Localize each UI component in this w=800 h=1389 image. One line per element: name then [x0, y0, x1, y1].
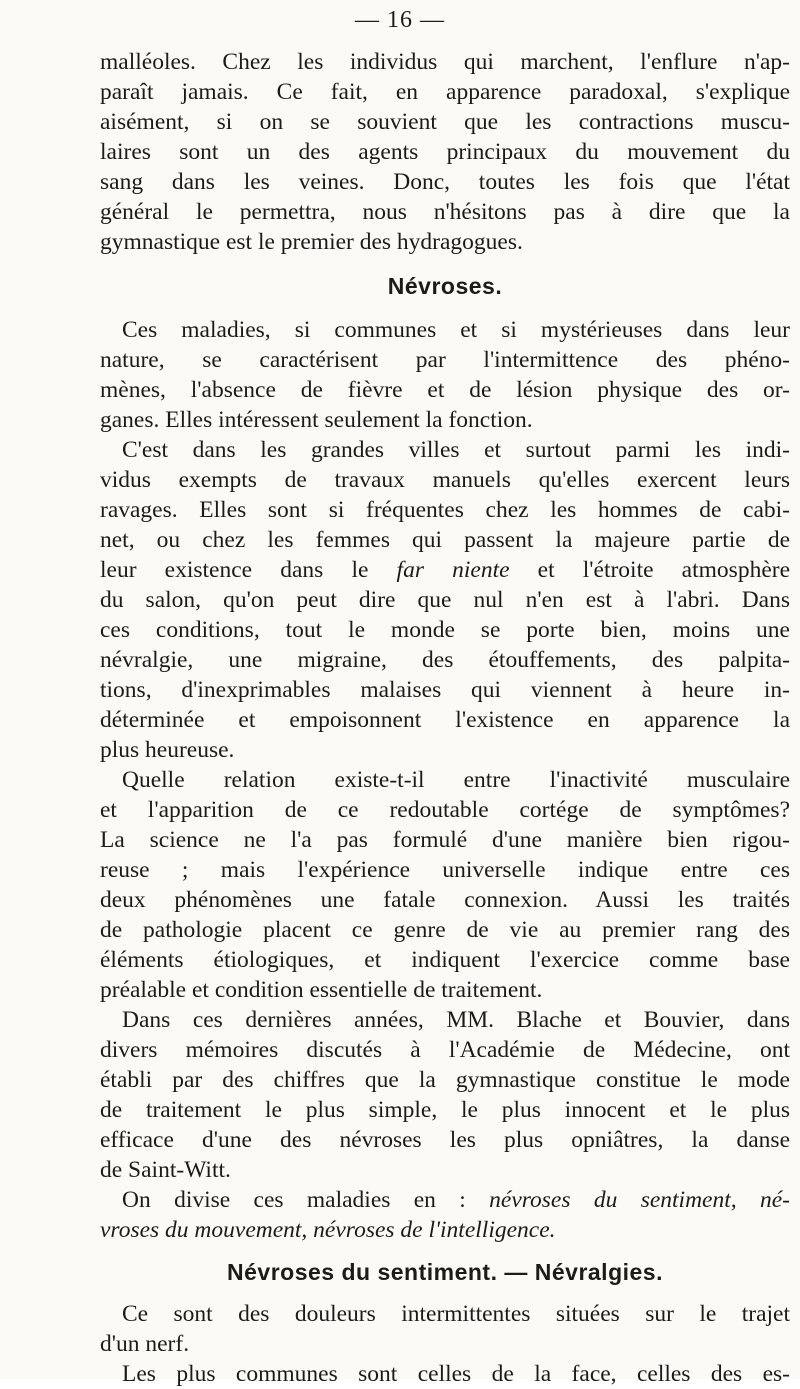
text-line: Les plus communes sont celles de la face, celles des es-: [122, 1361, 790, 1387]
text-line: net, ou chez les femmes qui passent la majeure partie de: [100, 527, 790, 553]
text-line: nature, se caractérisent par l'intermittence des phéno-: [100, 347, 790, 373]
page-number: — 16 —: [355, 7, 445, 33]
text-line: de Saint-Witt.: [100, 1157, 231, 1183]
italic-phrase: névroses du sentiment, né-: [489, 1187, 790, 1213]
text-line: tions, d'inexprimables malaises qui viennent à heure in-: [100, 677, 790, 703]
text-line: divers mémoires discutés à l'Académie de Médecine, ont: [100, 1037, 790, 1063]
text-line: paraît jamais. Ce fait, en apparence paradoxal, s'explique: [100, 79, 790, 105]
text-line: Ce sont des douleurs intermittentes situées sur le trajet: [122, 1301, 790, 1327]
text-line: La science ne l'a pas formulé d'une manière bien rigou-: [100, 827, 790, 853]
text-line: de traitement le plus simple, le plus innocent et le plus: [100, 1097, 790, 1123]
text-line: [100, 1215, 790, 1245]
text-line: aisément, si on se souvient que les contractions muscu-: [100, 109, 790, 135]
body-text: [100, 47, 790, 1389]
text-line: d'un nerf.: [100, 1331, 190, 1357]
text-line: gymnastique est le premier des hydragogues.: [100, 229, 523, 255]
text-line: sang dans les veines. Donc, toutes les fois que l'état: [100, 169, 790, 195]
text-line-with-italic: [100, 555, 790, 585]
text-line: Ces maladies, si communes et si mystérieuses dans leur: [122, 317, 790, 343]
text-line: préalable et condition essentielle de traitement.: [100, 977, 543, 1003]
paragraph-2: [100, 315, 790, 435]
text-line: éléments étiologiques, et indiquent l'exercice comme base: [100, 947, 790, 973]
text-line: déterminée et empoisonnent l'existence en apparence la: [100, 707, 790, 733]
paragraph-5: [100, 1005, 790, 1185]
text-line: ravages. Elles sont si fréquentes chez les hommes de cabi-: [100, 497, 790, 523]
text-segment: et l'étroite atmosphère: [509, 557, 791, 583]
italic-phrase: far niente: [396, 557, 510, 583]
section-heading-nevroses-du-sentiment: Névroses du sentiment. — Névralgies.: [227, 1259, 663, 1285]
text-line: Quelle relation existe-t-il entre l'inactivité musculaire: [122, 767, 790, 793]
paragraph-1: [100, 47, 790, 257]
text-line: ces conditions, tout le monde se porte bien, moins une: [100, 617, 790, 643]
text-segment: leur existence dans le: [100, 557, 397, 583]
text-segment: On divise ces maladies en :: [122, 1187, 490, 1213]
text-line: du salon, qu'on peut dire que nul n'en est à l'abri. Dans: [100, 587, 790, 613]
text-line: de pathologie placent ce genre de vie au premier rang des: [100, 917, 790, 943]
text-line: reuse ; mais l'expérience universelle indique entre ces: [100, 857, 790, 883]
text-line: ganes. Elles intéressent seulement la fonction.: [100, 407, 533, 433]
paragraph-4: [100, 765, 790, 1005]
text-line: laires sont un des agents principaux du mouvement du: [100, 139, 790, 165]
text-line: malléoles. Chez les individus qui marchent, l'enflure n'ap-: [100, 49, 790, 75]
paragraph-8: [100, 1299, 790, 1359]
text-line-with-italic: [100, 1185, 790, 1215]
paragraph-6: [100, 1185, 790, 1245]
text-line: C'est dans les grandes villes et surtout parmi les indi-: [122, 437, 790, 463]
text-line: deux phénomènes une fatale connexion. Aussi les traités: [100, 887, 790, 913]
text-line: efficace d'une des névroses les plus opniâtres, la danse: [100, 1127, 790, 1153]
text-line: Dans ces dernières années, MM. Blache et Bouvier, dans: [122, 1007, 790, 1033]
text-line: mènes, l'absence de fièvre et de lésion physique des or-: [100, 377, 790, 403]
text-line: vidus exempts de travaux manuels qu'elles exercent leurs: [100, 467, 790, 493]
text-line: plus heureuse.: [100, 737, 235, 763]
paragraph-9: [100, 1359, 790, 1389]
text-line: établi par des chiffres que la gymnastique constitue le mode: [100, 1067, 790, 1093]
text-line: général le permettra, nous n'hésitons pas à dire que la: [100, 199, 790, 225]
section-heading-nevroses: Névroses.: [387, 273, 503, 299]
text-line: et l'apparition de ce redoutable cortége de symptômes?: [100, 797, 790, 823]
paragraph-3: [100, 435, 790, 765]
text-line: névralgie, une migraine, des étouffements, des palpita-: [100, 647, 790, 673]
italic-phrase: vroses du mouvement, névroses de l'intelligence.: [100, 1217, 556, 1243]
